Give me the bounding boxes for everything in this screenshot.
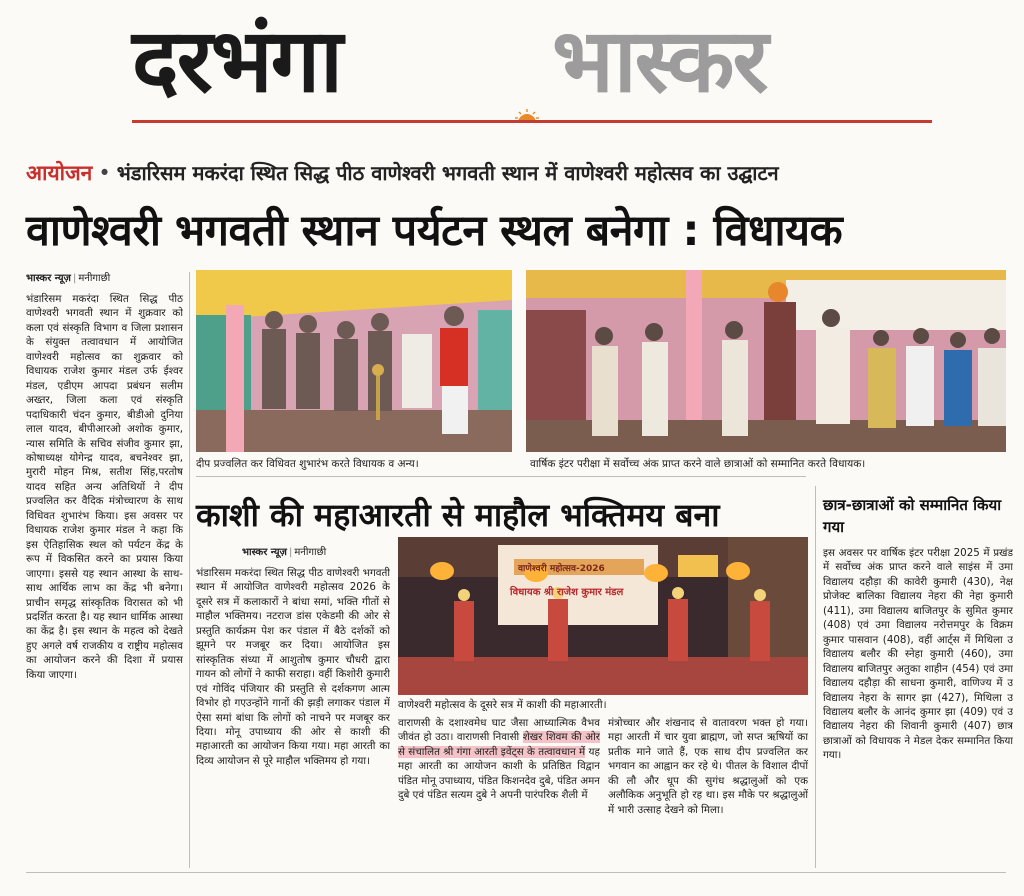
aarti-banner-text: विधायक श्री राजेश कुमार मंडल bbox=[510, 587, 624, 598]
kicker-bullet: • bbox=[98, 161, 111, 185]
section-divider bbox=[196, 476, 806, 477]
story-3-headline: छात्र-छात्राओं को सम्मानित किया गया bbox=[823, 496, 1002, 536]
story-2-column-1: भंडारिसम मकरंदा स्थित सिद्ध पीठ वाणेश्वरी भगवती स्थान में आयोजित वाणेश्वरी महोत्सव 2026 के दूसरे सत्र में कलाकारों ने बांधा समां, भक्ति गीतों से माहौल भक्तिमय। नटराज डांस एकेडमी की ओर से प्रस्तुति कार्यक्रम पेश कर पंडाल में बैठे दर्शकों को झूमने पर मजबूर कर दिया। आयोजित इस सांस्कृतिक संध्या में आशुतोष कुमार चौधरी द्वारा गायन को लोगों ने काफी सराहा। वहीं किशोरी कुमारी एवं गोविंद पंजियार की प्रस्तुति से दर्शकगण आत्म विभोर हो गएउन्होंने गानों की झड़ी लगाकर पंडाल में ऐसा समां बांधा कि लोगों को नाचने पर मजबूर कर दिया। मोनू उपाध्याय की ओर से काशी की महाआरती का आयोजन किया गया। महा आरती का दिव्य आयोजन से पूरे माहौल भक्तिमय हो गया। bbox=[196, 567, 390, 767]
story-2-column-2 bbox=[398, 716, 600, 866]
story-3-body: इस अवसर पर वार्षिक इंटर परीक्षा 2025 में प्रखंड में सर्वोच्च अंक प्राप्त करने वाले साइंस में उमा विद्यालय दहौड़ा की कावेरी कुमारी (430), नेक्ष प्रोजेक्ट बालिका विद्यालय नेहरा की नेहा कुमारी (411), उमा विद्यालय बाजितपुर के सुमित कुमार (408) एवं उमा विद्यालय नरोत्तमपुर के विक्रम कुमार पासवान (408), वहीं आर्ट्स में मिथिला उ विद्यालय बलौर की स्नेहा कुमारी (460), उमा विद्यालय बाजितपुर अतुका शाहीन (454) एवं उमा विद्यालय दहौड़ा की साधना कुमारी, वाणिज्य में उ विद्यालय नेहरा के सागर झा (427), मिथिला उ विद्यालय बलौर के आनंद कुमार झा (409) एवं उ विद्यालय नेहरा की शिवानी कुमारी (407) छात्र छात्राओं को विधायक ने मेडल देकर सम्मानित किया गया। bbox=[823, 547, 1013, 762]
photo-student-felicitation bbox=[526, 270, 1006, 452]
main-headline: वाणेश्वरी भगवती स्थान पर्यटन स्थल बनेगा : विधायक bbox=[26, 206, 843, 256]
byline-place: मनीगाछी bbox=[294, 547, 327, 558]
masthead-part-2: भास्कर bbox=[552, 9, 767, 112]
kicker-tag: आयोजन bbox=[26, 161, 93, 185]
byline-separator: | bbox=[288, 547, 293, 558]
story-2-headline: काशी की महाआरती से माहौल भक्तिमय बना bbox=[196, 496, 720, 534]
aarti-banner-year: वाणेश्वरी महोत्सव-2026 bbox=[518, 564, 605, 574]
story-2-col-2-text-b: यह महा आरती का आयोजन काशी के प्रतिष्ठित विद्वान पंडित मोनू उपाध्याय, पंडित किशनदेव दुबे, पंडित अमन दुबे एवं पंडित सत्यम दुबे ने अपनी पारंपरिक शैली में bbox=[398, 745, 600, 802]
photo-maha-aarti bbox=[398, 537, 808, 695]
story-2-highlighted-text: शेखर शिवम की ओर से संचालित श्री गंगा आरती इवेंट्स के तत्वावधान में bbox=[398, 731, 600, 758]
byline-story-2 bbox=[242, 546, 326, 560]
story-2-column-3: मंत्रोच्चार और शंखनाद से वातावरण भक्त हो गया। महा आरती में चार युवा ब्राह्मण, जो सप्त ऋषियों का प्रतीक माने जाते हैं, एक साथ दीप प्रज्वलित कर भगवान का आह्वान कर रहे थे। पीतल के विशाल दीपों की लौ और धूप की सुगंध श्रद्धालुओं को एक अलौकिक अनुभूति हो रह था। इस मौके पर श्रद्धालुओं में भारी उत्साह देखने को मिला। bbox=[608, 717, 808, 816]
column-divider bbox=[189, 272, 190, 868]
masthead-part-1: दरभंगा bbox=[132, 9, 341, 112]
masthead bbox=[0, 0, 1024, 148]
byline-story-1 bbox=[26, 272, 110, 286]
photo-lamp-lighting bbox=[196, 270, 512, 452]
byline-separator: | bbox=[72, 273, 77, 284]
column-divider bbox=[815, 486, 816, 868]
kicker-text: भंडारिसम मकरंदा स्थित सिद्ध पीठ वाणेश्वरी भगवती स्थान में वाणेश्वरी महोत्सव का उद्घाटन bbox=[116, 161, 779, 185]
masthead-rule bbox=[132, 120, 932, 123]
bottom-rule bbox=[26, 872, 1006, 873]
kicker-line bbox=[26, 156, 1006, 190]
byline-source: भास्कर न्यूज़ bbox=[242, 547, 287, 558]
byline-place: मनीगाछी bbox=[78, 273, 111, 284]
byline-source: भास्कर न्यूज़ bbox=[26, 273, 71, 284]
photo-1-caption: दीप प्रज्वलित कर विधिवत शुभारंभ करते विधायक व अन्य। bbox=[196, 458, 419, 470]
story-1-body: भंडारिसम मकरंदा स्थित सिद्ध पीठ वाणेश्वरी भगवती स्थान में शुक्रवार को कला एवं संस्कृति विभाग व जिला प्रशासन के संयुक्त तत्वावधान में आयोजित वाणेश्वरी महोत्सव का शुक्रवार को विधायक राजेश कुमार मंडल उर्फ ईश्वर मंडल, एडीएम आपदा प्रबंधन सलीम अख्तर, जिला कला एवं संस्कृति पदाधिकारी चंदन कुमार, बीडीओ दुनिया लाल यादव, बीपीआरओ अशोक कुमार, न्यास समिति के सचिव संजीव कुमार झा, कोषाध्यक्ष योगेन्द्र यादव, बचनेश्वर झा, मुरारी मोहन मिश्र, सतीश सिंह,परतोष यादव सहित अन्य अतिथियों ने दीप प्रज्वलित कर वैदिक मंत्रोच्चारण के साथ विधिवत शुभारंभ किया। इस अवसर पर विधायक राजेश कुमार मंडल ने कहा कि इस ऐतिहासिक स्थल को पर्यटन केंद्र के रूप में विकसित करने का प्रयास किया जाएगा। इससे यह स्थान आस्था के साथ-साथ आर्थिक लाभ का केंद्र भी बनेगा। प्राचीन समृद्ध सांस्कृतिक विरासत को भी प्रदर्शित करता है। यह स्थान धार्मिक आस्था का केंद्र है। इस स्थान के महत्व को देखते हुए अगले वर्ष राजकीय व राष्ट्रीय महोत्सव का आयोजन करने की दिशा में प्रयास किया जाएगा। bbox=[26, 293, 183, 681]
photo-2-caption: वार्षिक इंटर परीक्षा में सर्वोच्च अंक प्राप्त करने वाले छात्राओं को सम्मानित करते विधायक। bbox=[530, 458, 866, 470]
photo-3-caption: वाणेश्वरी महोत्सव के दूसरे सत्र में काशी की महाआरती। bbox=[398, 699, 607, 711]
story-2-col-2-text-a: वाराणसी के दशाश्वमेध घाट जैसा आध्यात्मिक वैभव जीवंत हो उठा। वाराणसी निवासी bbox=[398, 717, 600, 744]
